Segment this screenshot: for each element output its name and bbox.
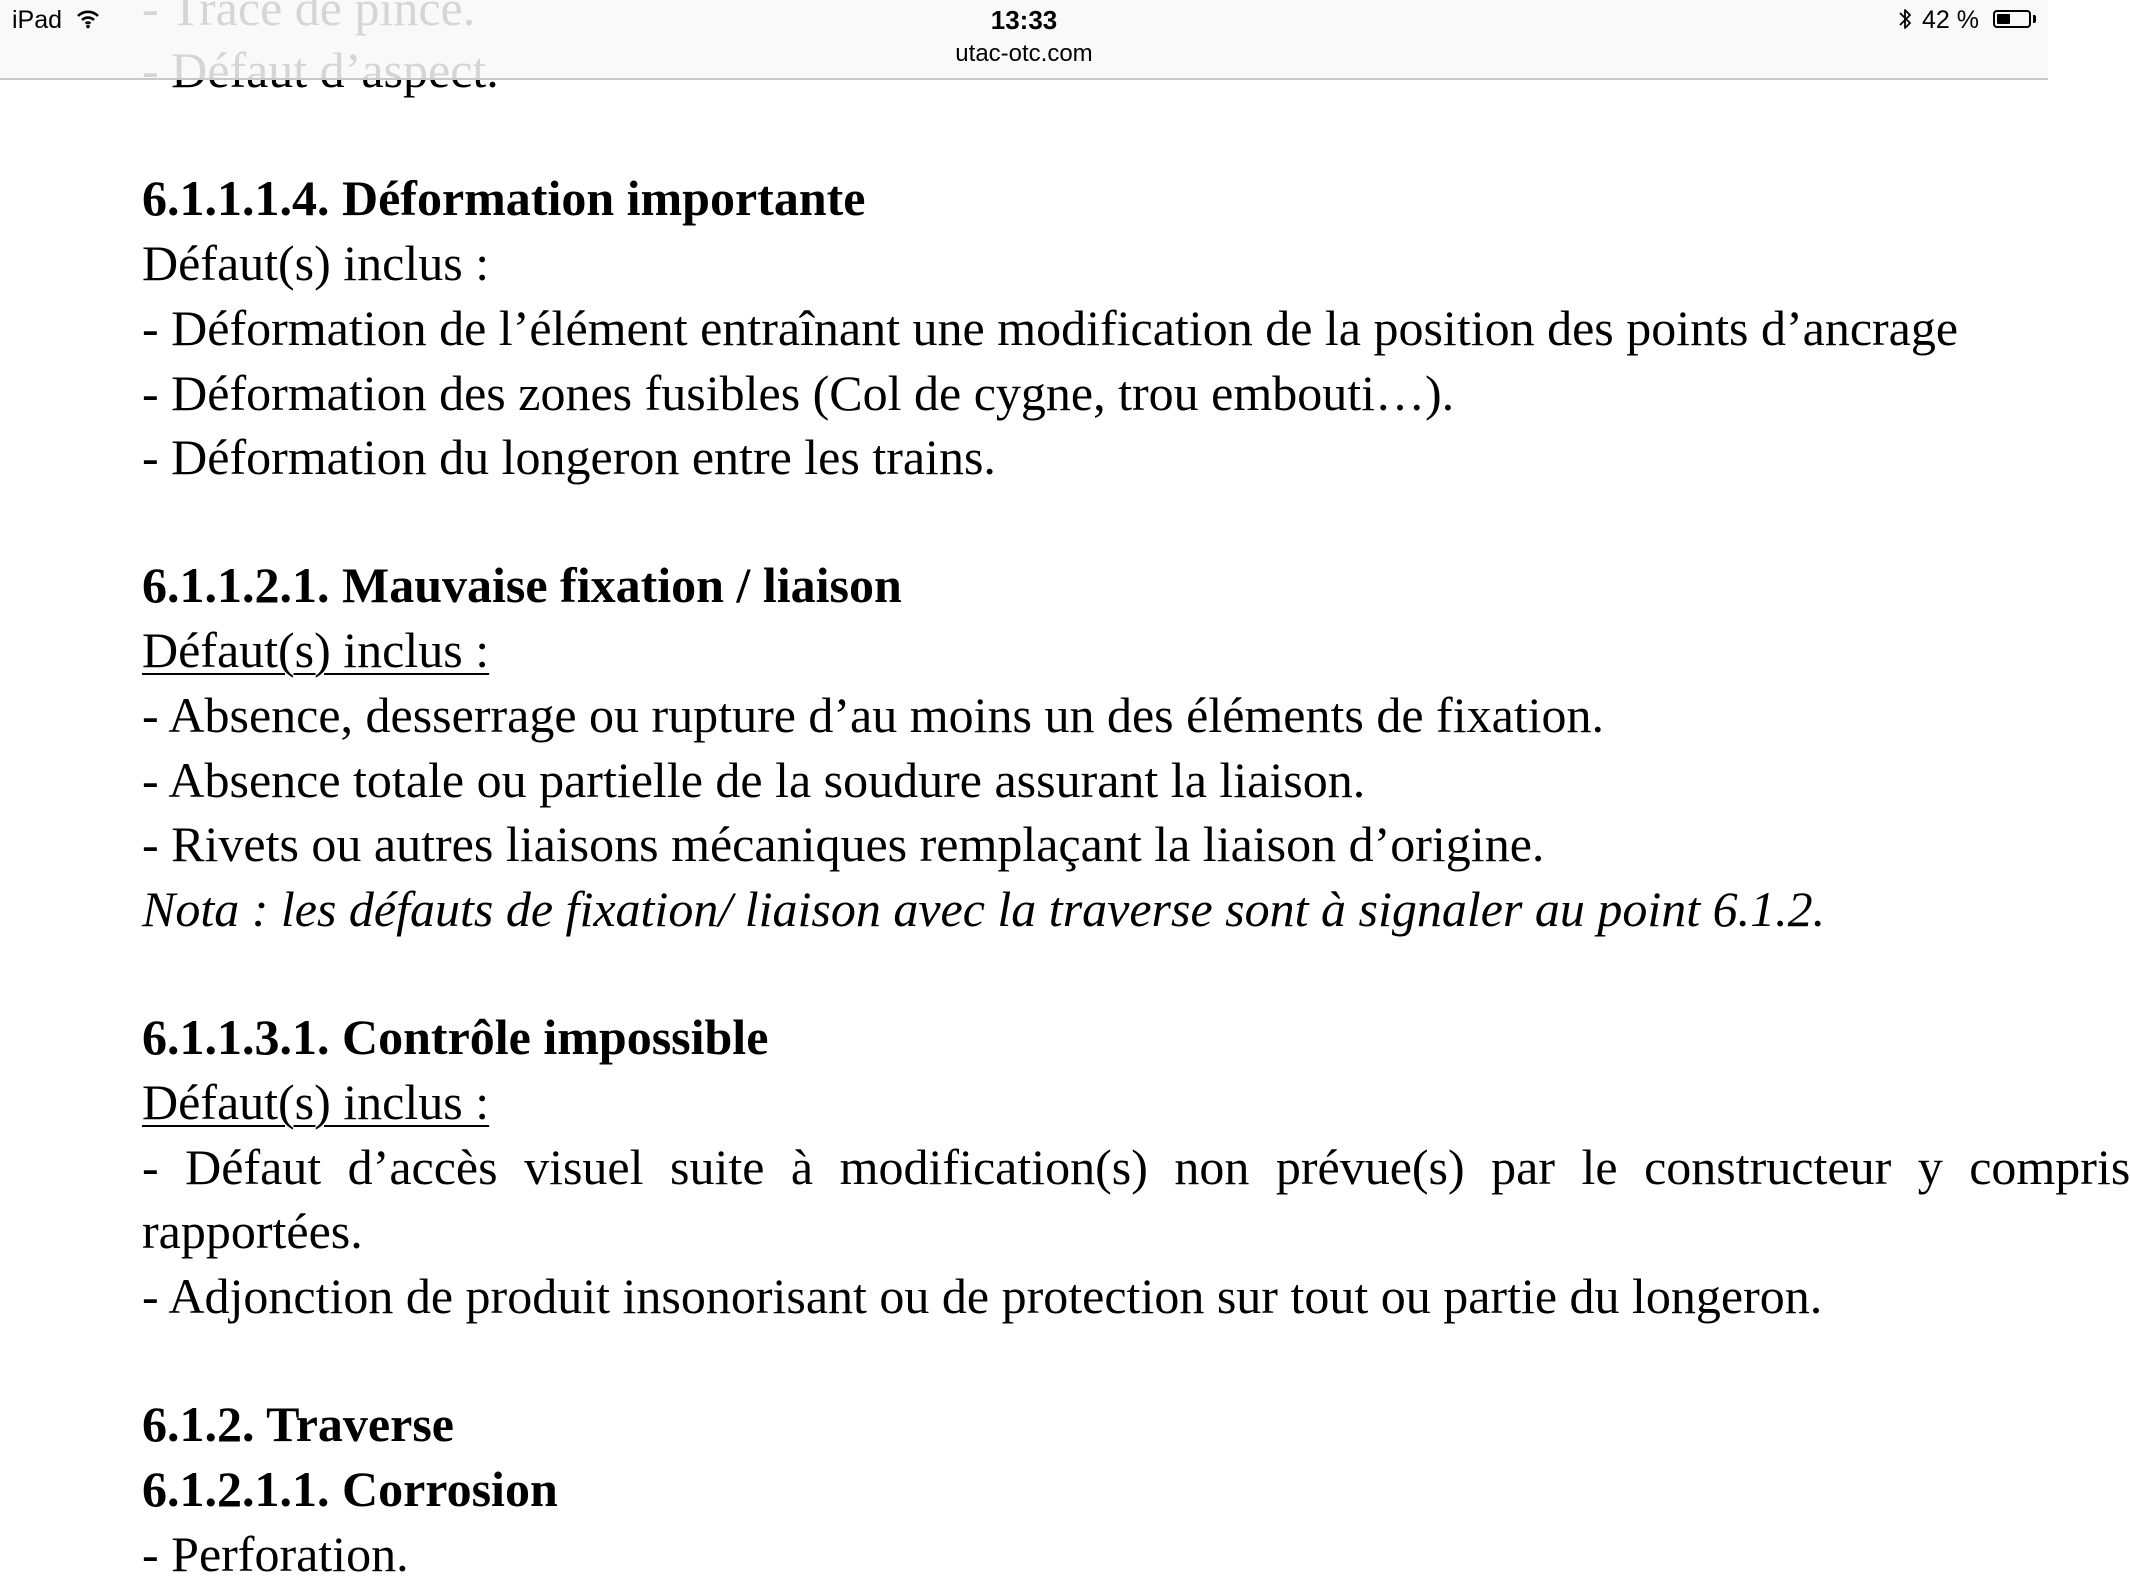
clock: 13:33: [990, 5, 1058, 35]
list-item: - Absence, desserrage ou rupture d’au moins un des éléments de fixation.: [142, 687, 1605, 743]
device-label: iPad: [12, 6, 63, 34]
bluetooth-icon: [1896, 6, 1914, 32]
battery-icon: [1993, 10, 2031, 28]
list-item: - Déformation de l’élément entraînant une modification de la position des points d’ancrage: [142, 300, 1959, 356]
list-item: - Déformation des zones fusibles (Col de cygne, trou embouti…).: [142, 365, 1455, 421]
section-subheading: Défaut(s) inclus :: [142, 1074, 490, 1130]
nota-text: Nota : les défauts de fixation/ liaison avec la traverse sont à signaler au point 6.1.2.: [142, 881, 1826, 937]
url-address[interactable]: utac-otc.com: [955, 40, 1093, 67]
list-item: - Défaut d’accès visuel suite à modification(s) non prévue(s) par le constructeur y compris: [142, 1139, 2130, 1195]
battery-percentage: 42 %: [1922, 6, 1979, 34]
list-item: - Absence totale ou partielle de la soudure assurant la liaison.: [142, 752, 1366, 808]
section-heading-controle: 6.1.1.3.1. Contrôle impossible: [142, 1009, 769, 1065]
battery-tip: [2033, 15, 2036, 23]
list-item: - Adjonction de produit insonorisant ou de protection sur tout ou partie du longeron.: [142, 1268, 1823, 1324]
section-heading-traverse: 6.1.2. Traverse: [142, 1396, 454, 1452]
section-heading-deformation: 6.1.1.1.4. Déformation importante: [142, 170, 866, 226]
battery-level: [1997, 14, 2010, 24]
section-subheading: Défaut(s) inclus :: [142, 235, 490, 291]
section-subheading: Défaut(s) inclus :: [142, 622, 490, 678]
safari-status-bar[interactable]: [0, 0, 2048, 80]
list-item: - Déformation du longeron entre les trains.: [142, 429, 996, 485]
section-heading-corrosion: 6.1.2.1.1. Corrosion: [142, 1461, 558, 1517]
list-item-continuation: rapportées.: [142, 1203, 363, 1259]
list-item: - Rivets ou autres liaisons mécaniques remplaçant la liaison d’origine.: [142, 816, 1545, 872]
partial-line-bottom: - Perforation.: [142, 1526, 409, 1582]
section-heading-fixation: 6.1.1.2.1. Mauvaise fixation / liaison: [142, 557, 902, 613]
